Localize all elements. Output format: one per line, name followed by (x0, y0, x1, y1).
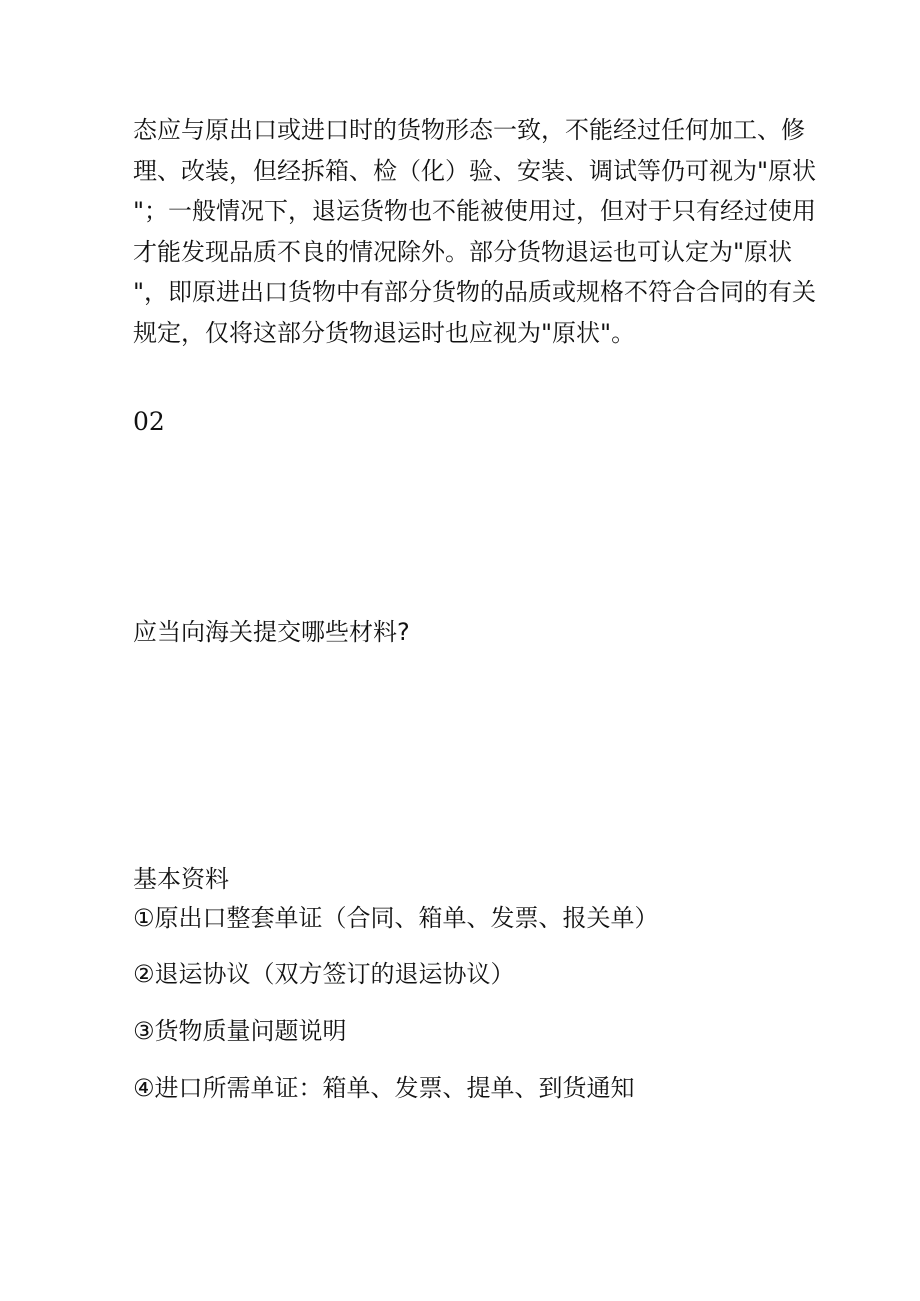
intro-line-2: 理、改装，但经拆箱、检（化）验、安装、调试等仍可视为"原状 (133, 156, 817, 185)
material-item-3: ③货物质量问题说明 (133, 1017, 347, 1045)
intro-line-3: "；一般情况下，退运货物也不能被使用过，但对于只有经过使用 (133, 197, 817, 225)
intro-line-6: 规定，仅将这部分货物退运时也应视为"原状"。 (133, 318, 636, 347)
intro-line-1: 态应与原出口或进口时的货物形态一致，不能经过任何加工、修 (133, 116, 805, 144)
intro-line-5: "，即原进出口货物中有部分货物的品质或规格不符合合同的有关 (133, 278, 817, 306)
material-item-2: ②退运协议（双方签订的退运协议） (133, 960, 515, 988)
material-item-1: ①原出口整套单证（合同、箱单、发票、报关单） (133, 904, 659, 932)
intro-paragraph (133, 110, 817, 353)
material-item-4: ④进口所需单证：箱单、发票、提单、到货通知 (133, 1074, 635, 1102)
section-number: 02 (133, 407, 165, 436)
intro-line-4: 才能发现品质不良的情况除外。部分货物退运也可认定为"原状 (133, 237, 793, 266)
basic-materials-title: 基本资料 (133, 865, 229, 893)
section-question: 应当向海关提交哪些材料? (133, 618, 410, 646)
